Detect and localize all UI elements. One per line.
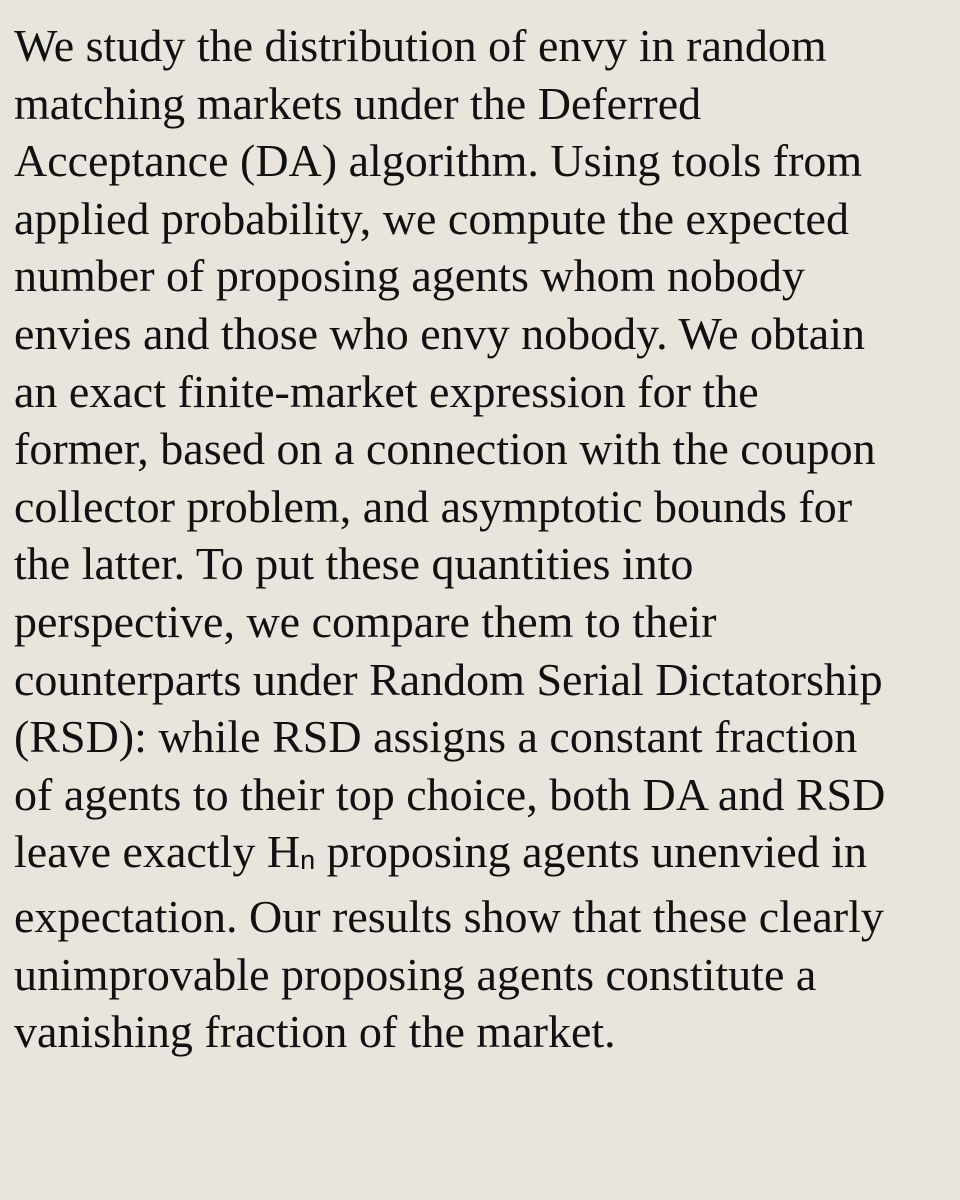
abstract-line-11: perspective, we compare them to their <box>14 595 717 647</box>
abstract-line-9: collector problem, and asymptotic bounds for <box>14 480 853 532</box>
abstract-paragraph <box>14 17 946 1061</box>
abstract-line-15 <box>14 823 946 888</box>
abstract-line-15-before: leave exactly H <box>14 826 301 878</box>
abstract-line-2: matching markets under the Deferred <box>14 77 702 129</box>
abstract-line-17: unimprovable proposing agents constitute a <box>14 948 817 1000</box>
abstract-line-5: number of proposing agents whom nobody <box>14 250 805 302</box>
abstract-line-1: We study the distribution of envy in random <box>14 20 827 71</box>
abstract-line-18: vanishing fraction of the market. <box>14 1006 616 1058</box>
abstract-line-4: applied probability, we compute the expected <box>14 192 849 244</box>
abstract-line-10: the latter. To put these quantities into <box>14 538 694 590</box>
abstract-line-15-after: proposing agents unenvied in <box>315 826 868 878</box>
abstract-line-13: (RSD): while RSD assigns a constant fraction <box>14 711 858 763</box>
abstract-line-12: counterparts under Random Serial Dictatorship <box>14 653 883 705</box>
abstract-line-7: an exact finite-market expression for the <box>14 365 759 417</box>
abstract-line-16: expectation. Our results show that these clearly <box>14 890 884 942</box>
abstract-line-8: former, based on a connection with the coupon <box>14 423 876 475</box>
harmonic-number-subscript: n <box>300 845 316 876</box>
abstract-line-6: envies and those who envy nobody. We obtain <box>14 307 865 359</box>
abstract-line-14: of agents to their top choice, both DA and RSD <box>14 768 886 820</box>
abstract-line-3: Acceptance (DA) algorithm. Using tools from <box>14 135 863 187</box>
